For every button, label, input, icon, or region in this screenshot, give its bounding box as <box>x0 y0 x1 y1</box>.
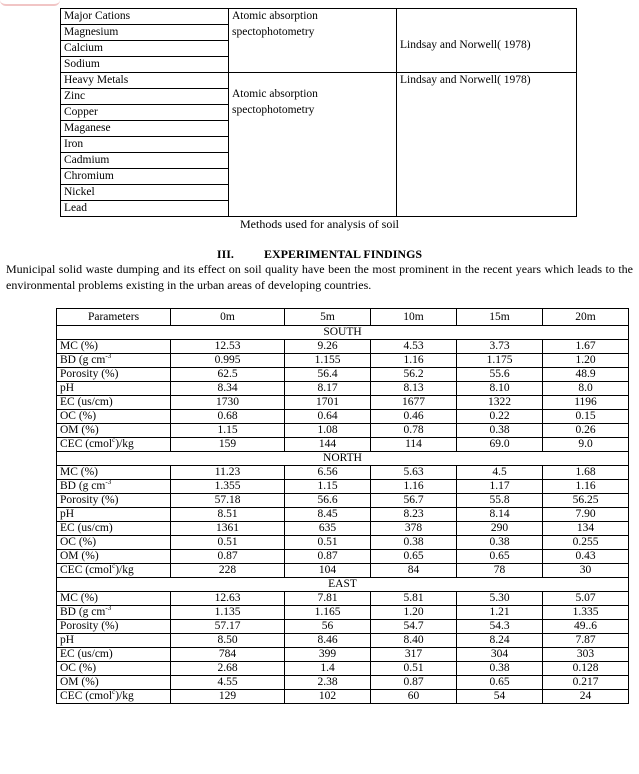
section-row <box>57 452 629 466</box>
table-row <box>57 550 629 564</box>
value-cell: 5.81 <box>371 592 457 606</box>
value-cell: 144 <box>285 438 371 452</box>
parameter-label <box>57 564 171 578</box>
value-cell: 56.4 <box>285 368 371 382</box>
method-parameter: Cadmium <box>61 153 229 169</box>
value-cell: 0.51 <box>285 536 371 550</box>
value-cell: 12.53 <box>171 340 285 354</box>
analysis-method: Atomic absorption spectophotometry <box>229 73 397 217</box>
value-cell: 56.2 <box>371 368 457 382</box>
label-text: EC (us/cm) <box>60 522 113 534</box>
value-cell: 5.07 <box>543 592 629 606</box>
value-cell: 0.128 <box>543 662 629 676</box>
parameter-label <box>57 438 171 452</box>
value-cell: 7.87 <box>543 634 629 648</box>
label-text: EC (us/cm) <box>60 396 113 408</box>
value-cell: 8.45 <box>285 508 371 522</box>
label-text: CEC (cmol <box>60 690 113 702</box>
label-text: pH <box>60 382 75 394</box>
value-cell: 0.64 <box>285 410 371 424</box>
method-parameter: Nickel <box>61 185 229 201</box>
value-cell: 54 <box>457 690 543 704</box>
value-cell: 0.38 <box>457 536 543 550</box>
value-cell: 1.135 <box>171 606 285 620</box>
value-cell: 4.55 <box>171 676 285 690</box>
label-text: OM (%) <box>60 676 99 688</box>
value-cell: 399 <box>285 648 371 662</box>
value-cell: 0.87 <box>285 550 371 564</box>
reference-text: Lindsay and Norwell( 1978) <box>400 39 531 51</box>
value-cell: 0.217 <box>543 676 629 690</box>
parameter-label <box>57 410 171 424</box>
method-reference <box>397 73 577 217</box>
value-cell: 1361 <box>171 522 285 536</box>
value-cell: 1.17 <box>457 480 543 494</box>
method-parameter: Copper <box>61 105 229 121</box>
value-cell: 3.73 <box>457 340 543 354</box>
label-text: pH <box>60 634 75 646</box>
section-paragraph: Municipal solid waste dumping and its effect on soil quality have been the most prominent in the recent years which leads to the environmental problems existing in the urban areas of developing countries. <box>6 262 633 292</box>
table-row <box>57 676 629 690</box>
label-text: OC (%) <box>60 536 97 548</box>
value-cell: 304 <box>457 648 543 662</box>
parameter-label <box>57 480 171 494</box>
value-cell: 0.65 <box>457 550 543 564</box>
method-parameter: Major Cations <box>61 9 229 25</box>
table-row <box>57 354 629 368</box>
value-cell: 159 <box>171 438 285 452</box>
value-cell: 8.40 <box>371 634 457 648</box>
value-cell: 62.5 <box>171 368 285 382</box>
value-cell: 1.16 <box>371 354 457 368</box>
label-text: OC (%) <box>60 662 97 674</box>
parameter-label <box>57 592 171 606</box>
table-row <box>57 606 629 620</box>
parameter-label <box>57 340 171 354</box>
value-cell: 1.15 <box>171 424 285 438</box>
value-cell: 8.17 <box>285 382 371 396</box>
value-cell: 0.65 <box>457 676 543 690</box>
value-cell: 1.155 <box>285 354 371 368</box>
value-cell: 78 <box>457 564 543 578</box>
header-distance: 10m <box>371 309 457 326</box>
value-cell: 1.08 <box>285 424 371 438</box>
table-row <box>57 368 629 382</box>
methods-table-caption: Methods used for analysis of soil <box>240 217 399 231</box>
label-text: MC (%) <box>60 466 99 478</box>
label-text: Porosity (%) <box>60 368 119 380</box>
label-superscript: -3 <box>105 479 112 487</box>
table-row <box>57 438 629 452</box>
value-cell: 8.24 <box>457 634 543 648</box>
label-text: CEC (cmol <box>60 564 113 576</box>
label-text: BD (g cm <box>60 480 106 492</box>
method-parameter: Maganese <box>61 121 229 137</box>
table-row <box>57 410 629 424</box>
method-parameter: Calcium <box>61 41 229 57</box>
label-text: )/kg <box>115 438 134 450</box>
value-cell: 55.8 <box>457 494 543 508</box>
section-number: III. <box>216 247 234 261</box>
table-row <box>57 382 629 396</box>
value-cell: 378 <box>371 522 457 536</box>
value-cell: 0.78 <box>371 424 457 438</box>
label-text: BD (g cm <box>60 606 106 618</box>
value-cell: 0.38 <box>371 536 457 550</box>
table-row <box>57 662 629 676</box>
value-cell: 635 <box>285 522 371 536</box>
header-distance: 0m <box>171 309 285 326</box>
section-title: EXPERIMENTAL FINDINGS <box>263 247 423 261</box>
value-cell: 0.68 <box>171 410 285 424</box>
method-parameter: Magnesium <box>61 25 229 41</box>
parameter-label <box>57 368 171 382</box>
value-cell: 0.995 <box>171 354 285 368</box>
value-cell: 0.65 <box>371 550 457 564</box>
table-row <box>57 620 629 634</box>
method-parameter: Heavy Metals <box>61 73 229 89</box>
value-cell: 102 <box>285 690 371 704</box>
value-cell: 303 <box>543 648 629 662</box>
value-cell: 1.67 <box>543 340 629 354</box>
label-superscript: -3 <box>105 605 112 613</box>
value-cell: 8.14 <box>457 508 543 522</box>
parameter-label <box>57 690 171 704</box>
value-cell: 784 <box>171 648 285 662</box>
parameter-label <box>57 550 171 564</box>
parameter-label <box>57 494 171 508</box>
value-cell: 1.355 <box>171 480 285 494</box>
analysis-method: Atomic absorption spectophotometry <box>229 9 397 73</box>
header-distance: 5m <box>285 309 371 326</box>
findings-header-row <box>57 309 629 326</box>
label-superscript: c <box>112 563 116 571</box>
value-cell: 49..6 <box>543 620 629 634</box>
value-cell: 8.51 <box>171 508 285 522</box>
value-cell: 0.26 <box>543 424 629 438</box>
value-cell: 1.68 <box>543 466 629 480</box>
value-cell: 9.26 <box>285 340 371 354</box>
value-cell: 1.15 <box>285 480 371 494</box>
value-cell: 57.17 <box>171 620 285 634</box>
value-cell: 8.23 <box>371 508 457 522</box>
parameter-label <box>57 634 171 648</box>
value-cell: 56.6 <box>285 494 371 508</box>
section-label: SOUTH <box>57 326 629 340</box>
section-row <box>57 578 629 592</box>
value-cell: 5.30 <box>457 592 543 606</box>
value-cell: 1.16 <box>543 480 629 494</box>
value-cell: 84 <box>371 564 457 578</box>
label-superscript: c <box>112 437 116 445</box>
label-text: Porosity (%) <box>60 494 119 506</box>
value-cell: 24 <box>543 690 629 704</box>
parameter-label <box>57 606 171 620</box>
value-cell: 1196 <box>543 396 629 410</box>
label-text: Porosity (%) <box>60 620 119 632</box>
table-row <box>57 424 629 438</box>
value-cell: 56 <box>285 620 371 634</box>
value-cell: 104 <box>285 564 371 578</box>
value-cell: 0.51 <box>371 662 457 676</box>
parameter-label <box>57 662 171 676</box>
value-cell: 1677 <box>371 396 457 410</box>
value-cell: 9.0 <box>543 438 629 452</box>
table-row <box>57 592 629 606</box>
section-heading <box>0 247 639 262</box>
parameter-label <box>57 354 171 368</box>
findings-table <box>56 308 629 704</box>
label-text: EC (us/cm) <box>60 648 113 660</box>
value-cell: 5.63 <box>371 466 457 480</box>
parameter-label <box>57 522 171 536</box>
value-cell: 6.56 <box>285 466 371 480</box>
table-row <box>57 396 629 410</box>
value-cell: 0.43 <box>543 550 629 564</box>
label-text: BD (g cm <box>60 354 106 366</box>
value-cell: 30 <box>543 564 629 578</box>
value-cell: 0.87 <box>371 676 457 690</box>
value-cell: 7.81 <box>285 592 371 606</box>
parameter-label <box>57 648 171 662</box>
table-row <box>57 564 629 578</box>
value-cell: 0.51 <box>171 536 285 550</box>
value-cell: 12.63 <box>171 592 285 606</box>
value-cell: 1.21 <box>457 606 543 620</box>
value-cell: 4.53 <box>371 340 457 354</box>
section-label: NORTH <box>57 452 629 466</box>
value-cell: 0.87 <box>171 550 285 564</box>
value-cell: 1.16 <box>371 480 457 494</box>
value-cell: 0.255 <box>543 536 629 550</box>
value-cell: 1701 <box>285 396 371 410</box>
table-row <box>57 494 629 508</box>
value-cell: 1.175 <box>457 354 543 368</box>
value-cell: 11.23 <box>171 466 285 480</box>
value-cell: 55.6 <box>457 368 543 382</box>
value-cell: 1.335 <box>543 606 629 620</box>
value-cell: 8.50 <box>171 634 285 648</box>
value-cell: 57.18 <box>171 494 285 508</box>
label-text: OC (%) <box>60 410 97 422</box>
value-cell: 7.90 <box>543 508 629 522</box>
value-cell: 8.0 <box>543 382 629 396</box>
method-parameter: Chromium <box>61 169 229 185</box>
table-row <box>57 508 629 522</box>
value-cell: 228 <box>171 564 285 578</box>
label-text: )/kg <box>115 690 134 702</box>
value-cell: 317 <box>371 648 457 662</box>
method-parameter: Zinc <box>61 89 229 105</box>
method-reference <box>397 9 577 73</box>
value-cell: 54.3 <box>457 620 543 634</box>
label-superscript: c <box>112 689 116 697</box>
value-cell: 56.7 <box>371 494 457 508</box>
table-row <box>57 536 629 550</box>
reference-text: Lindsay and Norwell( 1978) <box>400 74 531 86</box>
value-cell: 114 <box>371 438 457 452</box>
value-cell: 1322 <box>457 396 543 410</box>
methods-row <box>61 9 577 25</box>
method-parameter: Iron <box>61 137 229 153</box>
value-cell: 69.0 <box>457 438 543 452</box>
value-cell: 60 <box>371 690 457 704</box>
value-cell: 8.10 <box>457 382 543 396</box>
value-cell: 54.7 <box>371 620 457 634</box>
header-distance: 20m <box>543 309 629 326</box>
table-row <box>57 648 629 662</box>
label-text: MC (%) <box>60 340 99 352</box>
parameter-label <box>57 536 171 550</box>
value-cell: 8.34 <box>171 382 285 396</box>
decorative-page-mark <box>0 0 60 6</box>
table-row <box>57 522 629 536</box>
label-superscript: -3 <box>105 353 112 361</box>
table-row <box>57 340 629 354</box>
header-distance: 15m <box>457 309 543 326</box>
method-parameter: Lead <box>61 201 229 217</box>
table-row <box>57 690 629 704</box>
table-row <box>57 466 629 480</box>
value-cell: 56.25 <box>543 494 629 508</box>
label-text: )/kg <box>115 564 134 576</box>
label-text: OM (%) <box>60 550 99 562</box>
methods-table <box>60 8 577 217</box>
value-cell: 1730 <box>171 396 285 410</box>
section-row <box>57 326 629 340</box>
method-parameter: Sodium <box>61 57 229 73</box>
parameter-label <box>57 508 171 522</box>
label-text: MC (%) <box>60 592 99 604</box>
section-label: EAST <box>57 578 629 592</box>
value-cell: 290 <box>457 522 543 536</box>
value-cell: 134 <box>543 522 629 536</box>
parameter-label <box>57 396 171 410</box>
parameter-label <box>57 620 171 634</box>
value-cell: 48.9 <box>543 368 629 382</box>
value-cell: 1.165 <box>285 606 371 620</box>
parameter-label <box>57 676 171 690</box>
label-text: OM (%) <box>60 424 99 436</box>
table-row <box>57 480 629 494</box>
value-cell: 2.38 <box>285 676 371 690</box>
value-cell: 8.13 <box>371 382 457 396</box>
value-cell: 2.68 <box>171 662 285 676</box>
value-cell: 8.46 <box>285 634 371 648</box>
value-cell: 0.38 <box>457 424 543 438</box>
value-cell: 4.5 <box>457 466 543 480</box>
value-cell: 0.46 <box>371 410 457 424</box>
value-cell: 1.4 <box>285 662 371 676</box>
value-cell: 0.38 <box>457 662 543 676</box>
value-cell: 0.15 <box>543 410 629 424</box>
parameter-label <box>57 466 171 480</box>
value-cell: 0.22 <box>457 410 543 424</box>
table-row <box>57 634 629 648</box>
parameter-label <box>57 424 171 438</box>
label-text: pH <box>60 508 75 520</box>
label-text: CEC (cmol <box>60 438 113 450</box>
parameter-label <box>57 382 171 396</box>
methods-row <box>61 73 577 89</box>
value-cell: 129 <box>171 690 285 704</box>
value-cell: 1.20 <box>543 354 629 368</box>
header-parameters: Parameters <box>57 309 171 326</box>
value-cell: 1.20 <box>371 606 457 620</box>
